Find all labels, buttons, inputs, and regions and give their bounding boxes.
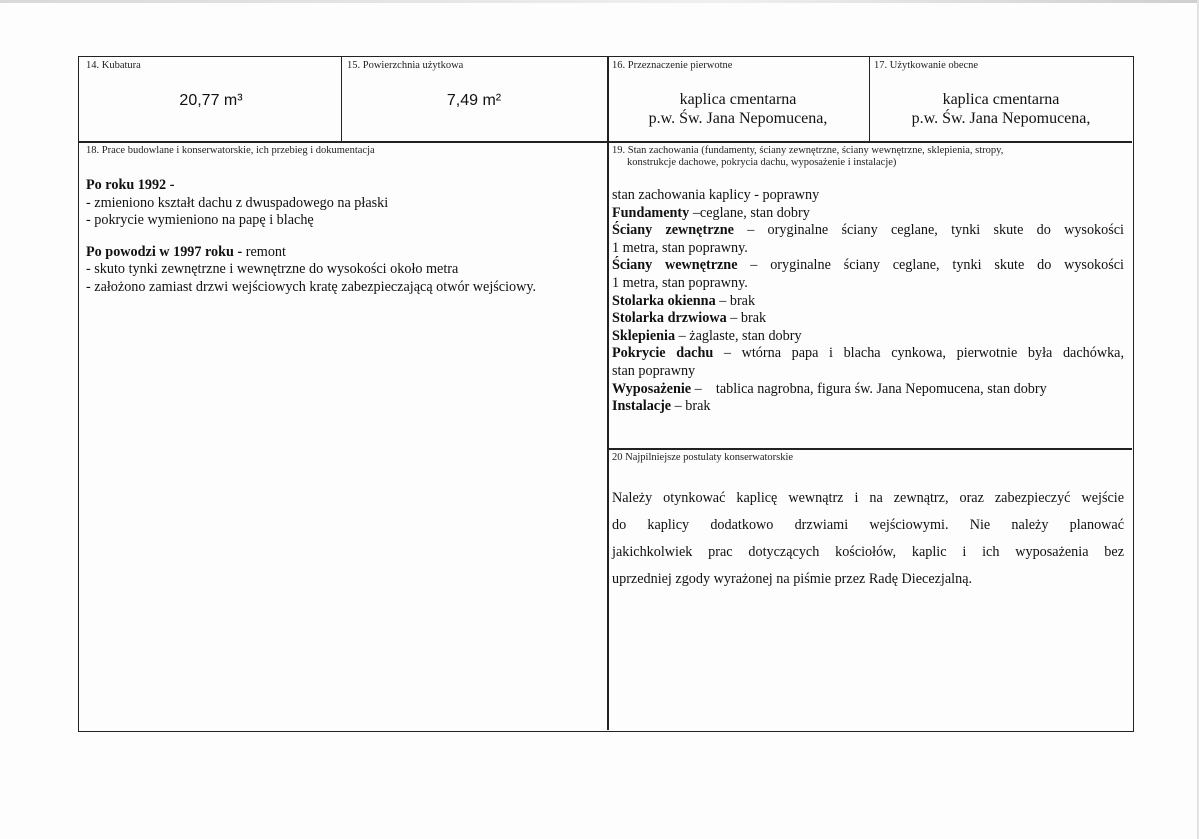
stan-sciany-wewnetrzne: Ściany wewnętrzne – oryginalne ściany ceglane, tynki skute do wysokości	[612, 257, 1124, 274]
przeznaczenie-value-line2: p.w. Św. Jana Nepomucena,	[648, 110, 828, 127]
stan-label-line1: 19. Stan zachowania (fundamenty, ściany zewnętrzne, ściany wewnętrzne, sklepienia, stropy,	[612, 145, 1004, 156]
postulaty-content	[612, 485, 1124, 593]
stan-sciany-zewnetrzne: Ściany zewnętrzne – oryginalne ściany ceglane, tynki skute do wysokości	[612, 222, 1124, 239]
stan-content	[612, 187, 1124, 416]
prace-section2-heading: Po powodzi w 1997 roku - remont	[86, 243, 286, 260]
postulaty-line-2: do kaplicy dodatkowo drzwiami wejściowymi. Nie należy planować	[612, 517, 1124, 533]
col-divider-2	[607, 57, 609, 730]
uzytkowanie-label: 17. Użytkowanie obecne	[874, 60, 979, 71]
row-divider-right	[607, 448, 1132, 450]
prace-content	[86, 177, 598, 297]
prace-section1-item-2: - pokrycie wymieniono na papę i blachę	[86, 212, 314, 229]
kubatura-value: 20,77 m³	[179, 92, 243, 109]
stan-sklepienia: Sklepienia – żaglaste, stan dobry	[612, 327, 802, 344]
stan-pokrycie-dachu-cont: stan poprawny	[612, 362, 696, 379]
postulaty-label: 20 Najpilniejsze postulaty konserwatorskie	[612, 452, 794, 463]
row-divider-top	[79, 141, 1132, 143]
kubatura-label: 14. Kubatura	[86, 60, 141, 71]
stan-sciany-zewnetrzne-cont: 1 metra, stan poprawny.	[612, 239, 748, 256]
przeznaczenie-label: 16. Przeznaczenie pierwotne	[612, 60, 733, 71]
uzytkowanie-value-line1: kaplica cmentarna	[942, 91, 1060, 108]
stan-fundamenty: Fundamenty –ceglane, stan dobry	[612, 204, 810, 221]
stan-stolarka-okienna: Stolarka okienna – brak	[612, 292, 756, 309]
stan-instalacje: Instalacje – brak	[612, 398, 711, 415]
przeznaczenie-value-line1: kaplica cmentarna	[679, 91, 797, 108]
stan-wyposazenie: Wyposażenie – tablica nagrobna, figura św. Jana Nepomucena, stan dobry	[612, 380, 1047, 397]
postulaty-line-1: Należy otynkować kaplicę wewnątrz i na zewnątrz, oraz zabezpieczyć wejście	[612, 490, 1124, 506]
prace-section2-item-2: - założono zamiast drzwi wejściowych kratę zabezpieczającą otwór wejściowy.	[86, 278, 537, 295]
prace-section1-item-1: - zmieniono kształt dachu z dwuspadowego na płaski	[86, 194, 389, 211]
stan-stolarka-drzwiowa: Stolarka drzwiowa – brak	[612, 310, 767, 327]
stan-pokrycie-dachu: Pokrycie dachu – wtórna papa i blacha cynkowa, pierwotnie była dachówka,	[612, 345, 1125, 362]
uzytkowanie-value-line2: p.w. Św. Jana Nepomucena,	[911, 110, 1091, 127]
scan-edge-top	[0, 0, 1199, 3]
stan-label-line2: konstrukcje dachowe, pokrycia dachu, wyposażenie i instalacje)	[627, 157, 897, 168]
postulaty-line-3: jakichkolwiek prac dotyczących kościołów, kaplic i ich wyposażenia bez	[612, 544, 1124, 560]
prace-section2-item-1: - skuto tynki zewnętrzne i wewnętrzne do wysokości około metra	[86, 261, 459, 278]
powierzchnia-label: 15. Powierzchnia użytkowa	[347, 60, 464, 71]
prace-section1-heading: Po roku 1992 -	[86, 177, 175, 193]
stan-intro: stan zachowania kaplicy - poprawny	[612, 187, 820, 203]
powierzchnia-value: 7,49 m²	[446, 92, 502, 109]
postulaty-line-4: uprzedniej zgody wyrażonej na piśmie przez Radę Diecezjalną.	[612, 571, 973, 587]
prace-label: 18. Prace budowlane i konserwatorskie, ich przebieg i dokumentacja	[86, 145, 375, 156]
stan-sciany-wewnetrzne-cont: 1 metra, stan poprawny.	[612, 274, 748, 291]
